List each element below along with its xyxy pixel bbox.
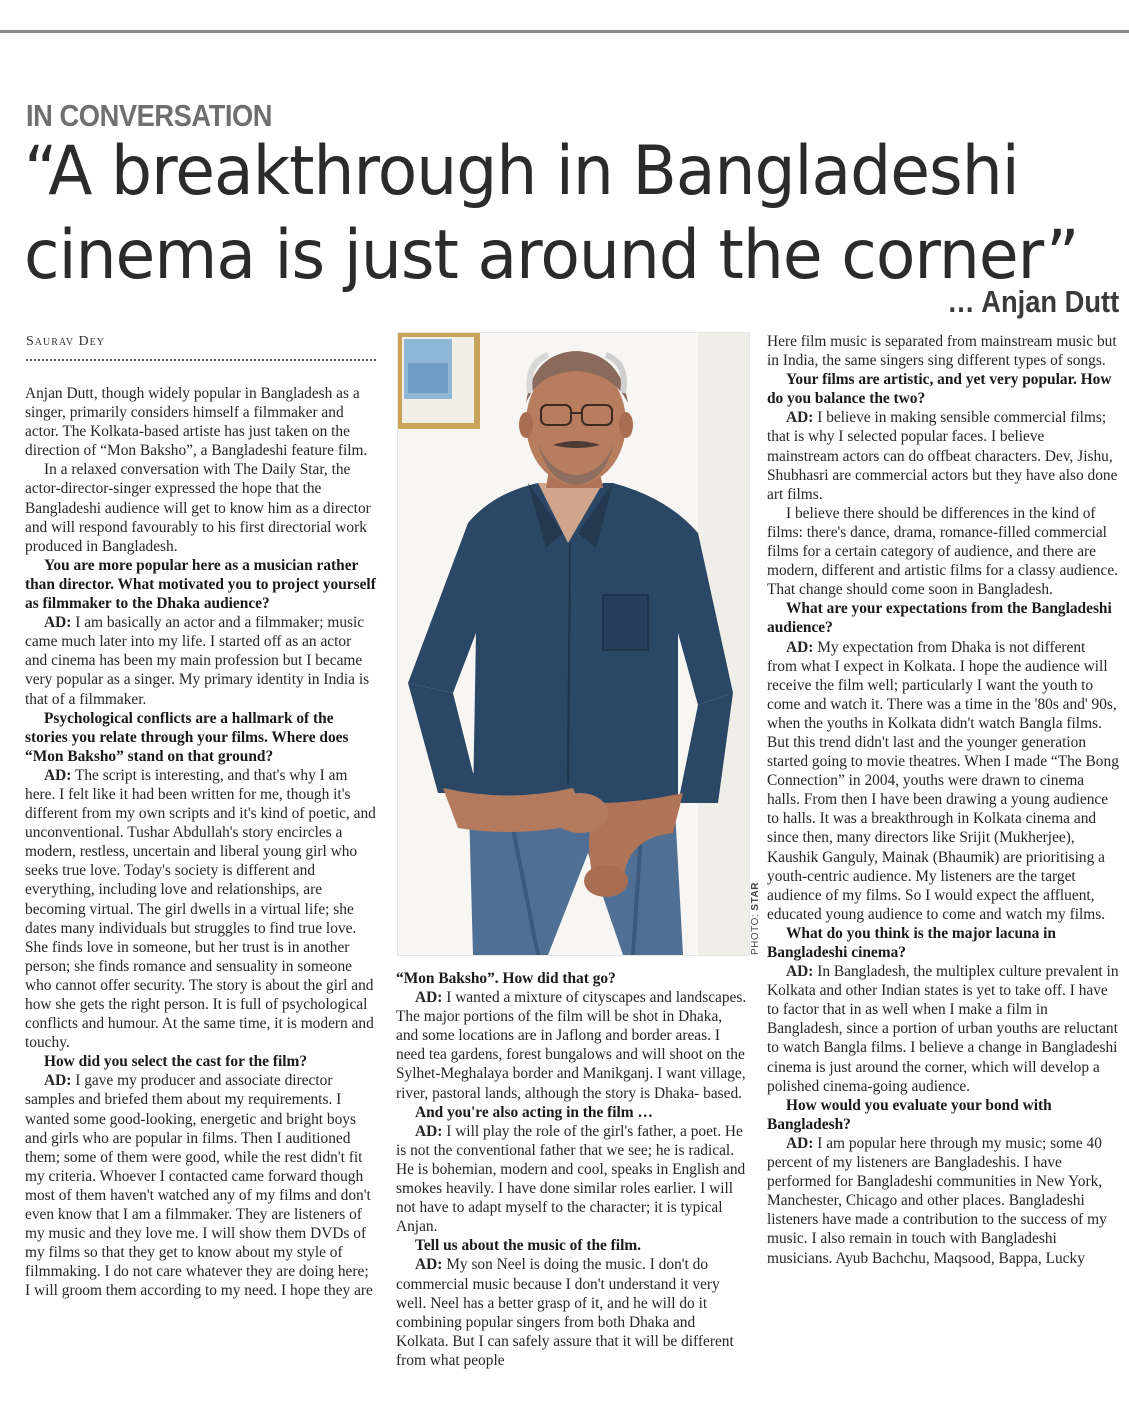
byline: Saurav Dey: [26, 334, 105, 349]
headline-line-1: “A breakthrough in Bangladeshi: [24, 132, 1019, 211]
photo-credit: [750, 882, 761, 955]
interview-question: And you're also acting in the film …: [415, 1103, 653, 1121]
byline-dotted-rule: [26, 359, 376, 361]
speaker-label: AD:: [44, 1072, 72, 1090]
answer-text: In Bangladesh, the multiplex culture prevalent in Kolkata and other Indian states is yet to take off. I have to factor that in as well when I make a film in Bangladesh, since a portion of urban youths are reluctant to watch Bangla films. I believe a change in Bangladeshi cinema is just around the corner, which will develop a polished cinema-going audience.: [767, 963, 1119, 1095]
interview-answer: [396, 1122, 748, 1237]
answer-text: I gave my producer and associate director samples and briefed them about my requirements. I wanted some good-looking, energetic and bright boys and girls who are popular in films. Then I auditioned them; some of them were good, while the rest didn't fit my criteria. Whoever I contacted came forward though most of them haven't watched any of my films and don't even know that I am a filmmaker. They are listeners of my music and they love me. I will show them DVDs of my films so that they get to know about my style of filmmaking. I do not care whatever they are doing here; I will groom them according to my need. I hope they are: [25, 1072, 373, 1300]
headline-line-2: cinema is just around the corner”: [24, 216, 1079, 295]
section-kicker: IN CONVERSATION: [26, 98, 273, 133]
article-column-2: [396, 969, 748, 1370]
speaker-label: AD:: [44, 614, 72, 632]
article-column-3: [767, 332, 1119, 1268]
speaker-label: AD:: [415, 1256, 443, 1274]
speaker-label: AD:: [786, 1134, 814, 1152]
interview-answer: [767, 408, 1119, 503]
answer-text: I will play the role of the girl's father, a poet. He is not the conventional father that we see; he is radical. He is bohemian, modern and cool, speaks in English and smokes heavily. I have done similar roles earlier. I will not have to adapt myself to the character; it is typical Anjan.: [396, 1122, 746, 1236]
interview-answer: [767, 638, 1119, 924]
interview-question: How did you select the cast for the film?: [44, 1053, 308, 1071]
interview-answer: [767, 1134, 1119, 1268]
article-paragraph: In a relaxed conversation with The Daily Star, the actor-director-singer expressed the hope that the Bangladeshi audience will get to know him as a director and will respond favourably to his first directorial work produced in Bangladesh.: [25, 461, 371, 555]
interview-question: You are more popular here as a musician rather than director. What motivated you to project yourself as filmmaker to the Dhaka audience?: [25, 556, 376, 613]
answer-text: I am basically an actor and a filmmaker; music came much later into my life. I started off as an actor and cinema has been my main profession but I became very popular as a singer. My primary identity in India is that of a filmmaker.: [25, 614, 370, 708]
portrait-photo: [397, 332, 750, 956]
speaker-label: AD:: [415, 1122, 443, 1140]
interview-question: Tell us about the music of the film.: [415, 1237, 642, 1255]
answer-text: I wanted a mixture of cityscapes and landscapes. The major portions of the film will be shot in Dhaka, and some locations are in Jaflong and border areas. I need tea gardens, forest bungalows and will shoot on the Sylhet-Meghalaya border and Manikganj. I want village, river, pastoral lands, although the story is Dhaka- based.: [396, 989, 747, 1102]
answer-text: I believe in making sensible commercial films; that is why I selected popular faces. I believe mainstream actors can do offbeat characters. Dev, Jishu, Shubhasri are commercial actors but they have also done art films.: [767, 409, 1118, 503]
article-paragraph: Here film music is separated from mainstream music but in India, the same singers sing different types of songs.: [767, 333, 1117, 370]
interview-question: What do you think is the major lacuna in Bangladeshi cinema?: [767, 924, 1056, 961]
interview-question: Psychological conflicts are a hallmark of the stories you relate through your films. Where does “Mon Baksho” stand on that ground?: [25, 709, 349, 765]
answer-text: My son Neel is doing the music. I don't do commercial music because I don't understand it very well. Neel has a better grasp of it, and he will do it combining popular singers from both Dhaka and Kolkata. But I can safely assure that it will be different from what people: [396, 1256, 734, 1369]
interview-question: How would you evaluate your bond with Bangladesh?: [767, 1096, 1052, 1133]
portrait-illustration-icon: [398, 333, 749, 955]
attribution: … Anjan Dutt: [947, 284, 1119, 319]
interview-answer: [25, 1071, 377, 1300]
answer-text: I am popular here through my music; some 40 percent of my listeners are Bangladeshis. I have performed for Bangladeshi communities in New York, Manchester, Chicago and other places. Bangladeshi listeners have made a contribution to the success of my music. I also remain in touch with Bangladeshi musicians. Ayub Bachchu, Maqsood, Bappa, Lucky: [767, 1134, 1107, 1267]
article-column-1: [25, 384, 377, 1301]
article-paragraph: I believe there should be differences in the kind of films: there's dance, drama, romance-filled commercial films for a certain category of audience, and there are modern, different and artistic films for a classy audience. That change should come soon in Bangladesh.: [767, 504, 1119, 599]
photo-credit-source: STAR: [750, 882, 761, 911]
speaker-label: AD:: [786, 963, 814, 981]
article-paragraph: Anjan Dutt, though widely popular in Bangladesh as a singer, primarily considers himself a filmmaker and actor. The Kolkata-based artiste has just taken on the direction of “Mon Baksho”, a Bangladeshi feature film.: [25, 385, 368, 460]
interview-answer: [767, 962, 1119, 1096]
answer-text: My expectation from Dhaka is not different from what I expect in Kolkata. I hope the audience will receive the film well; particularly I want the youth to come and watch it. There was a time in the '80s and' 90s, when the youths in Kolkata didn't watch Bangla films. But this trend didn't last and the younger generation started going to movie theatres. When I made “The Bong Connection” in 2004, youths were drawn to cinema halls. From then I have been drawing a young audience to halls. It was a breakthrough in Kolkata cinema and since then, many directors like Srijit (Mukherjee), Kaushik Ganguly, Mainak (Bhaumik) are prioritising a youth-centric audience. My listeners are the target audience of my films. So I would expect the affluent, educated young audience to come and watch my films.: [767, 638, 1119, 923]
speaker-label: AD:: [786, 409, 814, 427]
interview-answer: [396, 988, 748, 1103]
interview-question: Your films are artistic, and yet very popular. How do you balance the two?: [767, 371, 1112, 408]
interview-question: What are your expectations from the Bangladeshi audience?: [767, 600, 1112, 637]
top-rule: [0, 30, 1129, 33]
headline: [24, 130, 1079, 298]
speaker-label: AD:: [415, 989, 443, 1007]
photo-credit-prefix: PHOTO:: [750, 913, 761, 955]
interview-answer: [25, 613, 377, 708]
interview-answer: [396, 1255, 748, 1370]
interview-question: “Mon Baksho”. How did that go?: [396, 970, 616, 987]
answer-text: The script is interesting, and that's why I am here. I felt like it had been written for me, though it's different from my own scripts and it's kind of poetic, and unconventional. Tushar Abdullah's story encircles a modern, restless, uncertain and liberal young girl who seeks true love. Today's society is different and everything, including love and relationships, are becoming virtual. The girl dwells in a virtual life; she dates many individuals but struggles to find true love. She finds love in someone, but her trust is in another person; she finds romance and sensuality in someone who cannot offer security. The story is about the girl and how she gets the right person. It is full of psychological conflicts and humour. At the same time, it is modern and touchy.: [25, 766, 376, 1052]
speaker-label: AD:: [786, 638, 814, 656]
interview-answer: [25, 766, 377, 1052]
speaker-label: AD:: [44, 766, 72, 784]
